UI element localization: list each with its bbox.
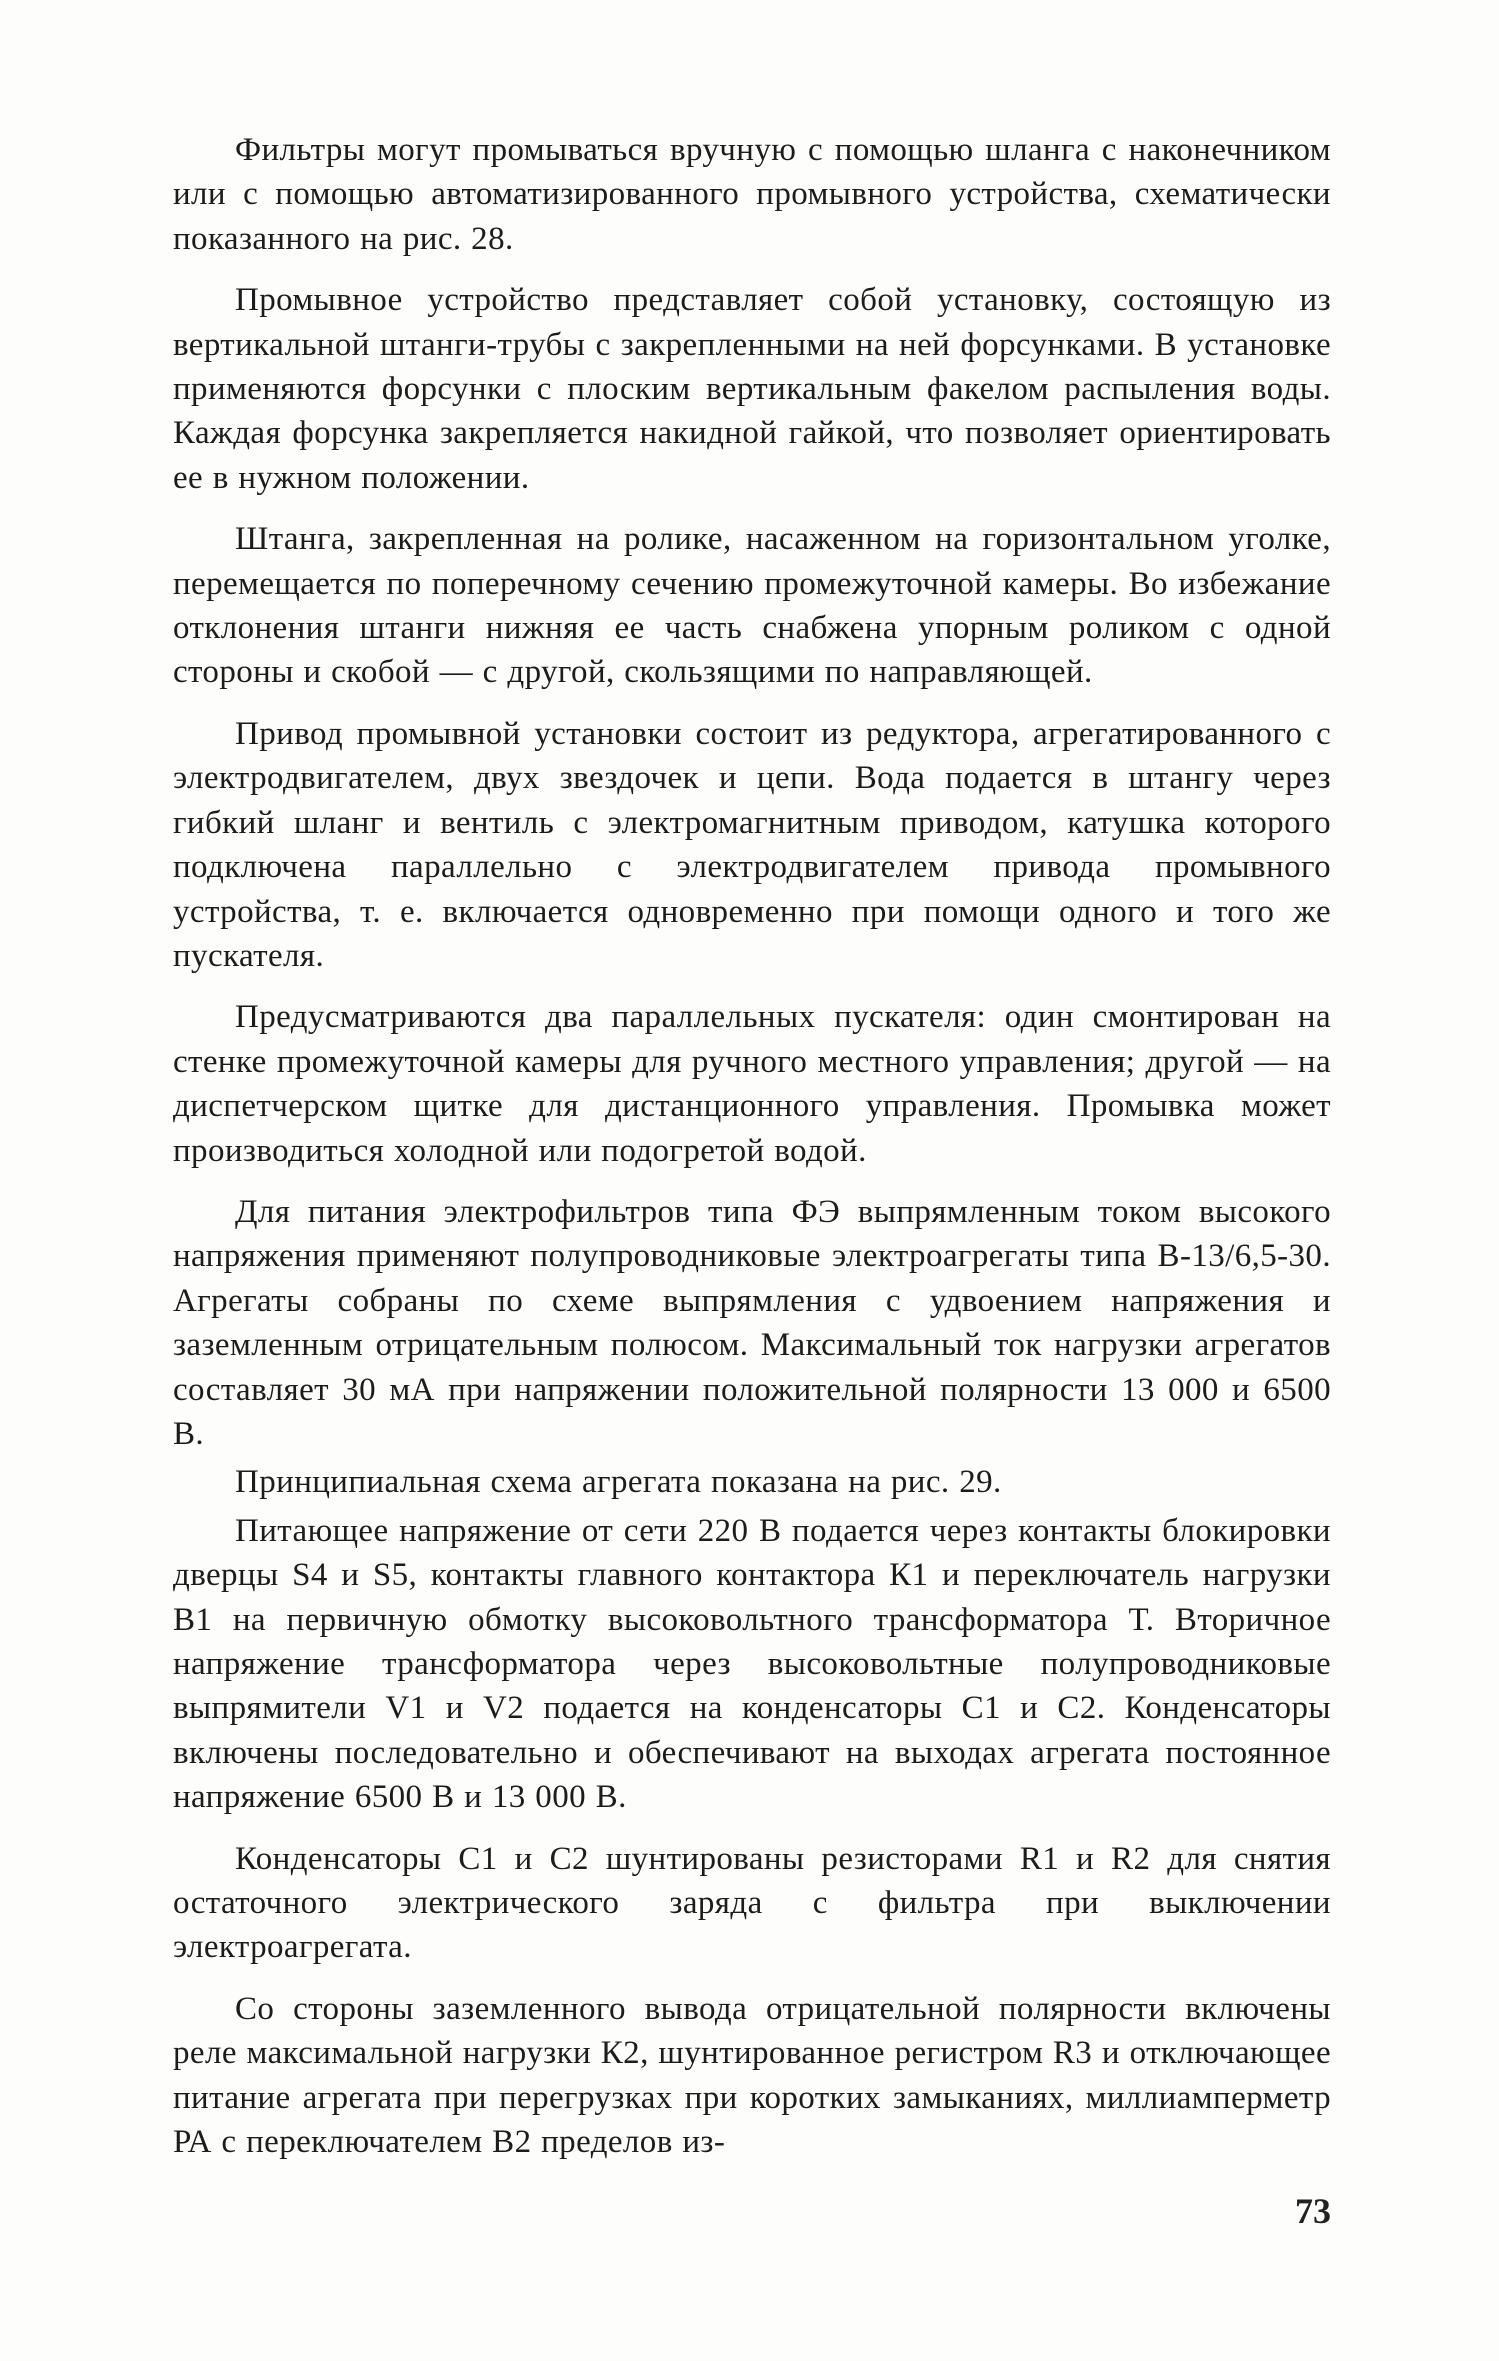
- paragraph-filters-washing: Фильтры могут промываться вручную с помощью шланга с наконечником или с помощью автоматизированного промывного устройства, схематически показанного на рис. 28.: [173, 132, 1331, 257]
- paragraph-washing-device: Промывное устройство представляет собой установку, состоящую из вертикальной штанги-трубы с закрепленными на ней форсунками. В установке применяются форсунки с плоским вертикальным факелом распыления воды. Каждая форсунка закрепляется накидной гайкой, что позволяет ориентировать ее в нужном положении.: [173, 282, 1331, 496]
- paragraph-rod: Штанга, закрепленная на ролике, насаженном на горизонтальном уголке, перемещается по поперечному сечению промежуточной камеры. Во избежание отклонения штанги нижняя ее часть снабжена упорным роликом с одной стороны и скобой — с другой, скользящими по направляющей.: [173, 521, 1331, 691]
- paragraph-capacitors: Конденсаторы C1 и C2 шунтированы резисторами R1 и R2 для снятия остаточного электрического заряда с фильтра при выключении электроагрегата.: [173, 1840, 1331, 1966]
- paragraph-drive: Привод промывной установки состоит из редуктора, агрегатированного с электродвигателем, двух звездочек и цепи. Вода подается в штангу через гибкий шланг и вентиль с электромагнитным приводом, катушка которого подключена параллельно с электродвигателем привода промывного устройства, т. е. включается одновременно при помощи одного и того же пускателя.: [173, 715, 1331, 974]
- paragraph-power-supply: Для питания электрофильтров типа ФЭ выпрямленным током высокого напряжения применяют полупроводниковые электроагрегаты типа В-13/6,5-30. Агрегаты собраны по схеме выпрямления с удвоением напряжения и заземленным отрицательным полюсом. Максимальный ток нагрузки агрегатов составляет 30 мА при напряжении положительной полярности 13 000 и 6500 В.: [173, 1193, 1331, 1452]
- body-text: [173, 128, 1331, 2181]
- paragraph-supply-voltage: Питающее напряжение от сети 220 В подается через контакты блокировки дверцы S4 и S5, контакты главного контактора К1 и переключатель нагрузки В1 на первичную обмотку высоковольтного трансформатора Т. Вторичное напряжение трансформатора через высоковольтные полупроводниковые выпрямители V1 и V2 подается на конденсаторы C1 и C2. Конденсаторы включены последовательно и обеспечивают на выходах агрегата постоянное напряжение 6500 В и 13 000 В.: [173, 1512, 1331, 1816]
- paragraph-schematic-ref: Принципиальная схема агрегата показана на рис. 29.: [235, 1464, 1002, 1501]
- paragraph-grounded-output: Со стороны заземленного вывода отрицательной полярности включены реле максимальной нагрузки К2, шунтированное регистром R3 и отключающее питание агрегата при перегрузках при коротких замыканиях, миллиамперметр РА с переключателем В2 пределов из-: [173, 1990, 1331, 2161]
- page-number: 73: [1295, 2191, 1331, 2231]
- paragraph-starters: Предусматриваются два параллельных пускателя: один смонтирован на стенке промежуточной камеры для ручного местного управления; другой — на диспетчерском щитке для дистанционного управления. Промывка может производиться холодной или подогретой водой.: [173, 999, 1331, 1169]
